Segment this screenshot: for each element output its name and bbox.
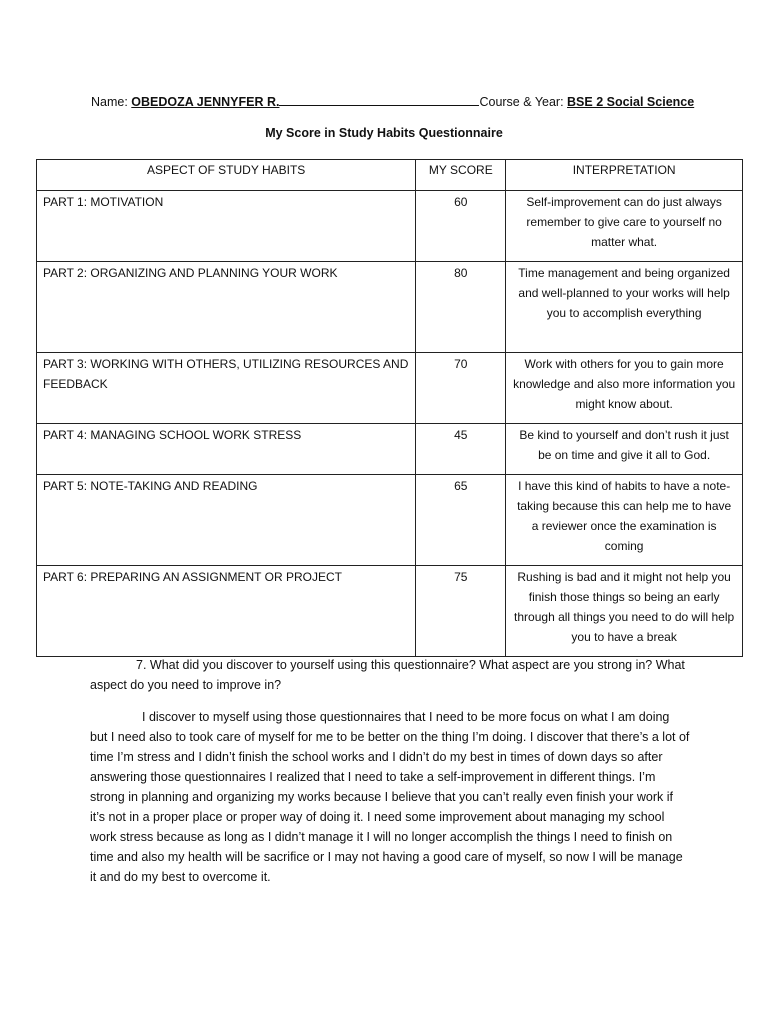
column-header-interpretation: INTERPRETATION [506,160,743,191]
table-row [37,353,743,424]
study-habits-score-table [36,159,743,657]
answer-body: I discover to myself using those questionnaires that I need to be more focus on what I am doing but I need also to took care of myself for me to be better on the thing I’m doing. I discover that there’s a lot of time I’m stress and I didn’t finish the school works and I didn’t do my best in times of down days so after answering those questionnaires I realized that I need to take a self-improvement in different things. I’m strong in planning and organizing my works because I believe that you can’t really even finish your work if it’s not in a proper place or proper way of doing it. I need some improvement about managing my school work stress because as long as I didn’t manage it I will no longer accomplish the things I need to finish on time and also my health will be sacrifice or I may not having a good care of myself, so now I will be manage it and do my best to overcome it. [90,710,690,884]
table-row [37,424,743,475]
table-title: My Score in Study Habits Questionnaire [265,126,503,140]
interpretation-cell: Work with others for you to gain more knowledge and also more information you might know about. [506,353,743,424]
aspect-cell: PART 1: MOTIVATION [37,191,416,262]
aspect-cell: PART 3: WORKING WITH OTHERS, UTILIZING RESOURCES AND FEEDBACK [37,353,416,424]
table-row [37,475,743,566]
column-header-score: MY SCORE [416,160,506,191]
question-text [90,655,690,695]
score-cell: 60 [416,191,506,262]
table-row [37,566,743,657]
interpretation-cell: I have this kind of habits to have a note-taking because this can help me to have a reviewer once the examination is coming [506,475,743,566]
aspect-cell: PART 4: MANAGING SCHOOL WORK STRESS [37,424,416,475]
name-value: OBEDOZA JENNYFER R. [131,95,280,109]
table-header-row [37,160,743,191]
score-cell: 45 [416,424,506,475]
table-row [37,262,743,353]
score-cell: 75 [416,566,506,657]
column-header-aspect: ASPECT OF STUDY HABITS [37,160,416,191]
interpretation-cell: Time management and being organized and well-planned to your works will help you to accomplish everything [506,262,743,353]
table-row [37,191,743,262]
score-cell: 80 [416,262,506,353]
name-label: Name: [91,95,132,109]
question-body: 7. What did you discover to yourself using this questionnaire? What aspect are you strong in? What aspect do you need to improve in? [90,658,685,692]
course-label: Course & Year: [479,95,568,109]
interpretation-cell: Be kind to yourself and don’t rush it just be on time and give it all to God. [506,424,743,475]
aspect-cell: PART 5: NOTE-TAKING AND READING [37,475,416,566]
score-cell: 70 [416,353,506,424]
aspect-cell: PART 2: ORGANIZING AND PLANNING YOUR WORK [37,262,416,353]
answer-paragraph [90,707,690,887]
score-cell: 65 [416,475,506,566]
name-blank-line [279,93,479,106]
header-line [91,93,694,109]
course-value: BSE 2 Social Science [567,95,695,109]
interpretation-cell: Rushing is bad and it might not help you finish those things so being an early through all things you need to do will help you to have a break [506,566,743,657]
aspect-cell: PART 6: PREPARING AN ASSIGNMENT OR PROJECT [37,566,416,657]
interpretation-cell: Self-improvement can do just always remember to give care to yourself no matter what. [506,191,743,262]
